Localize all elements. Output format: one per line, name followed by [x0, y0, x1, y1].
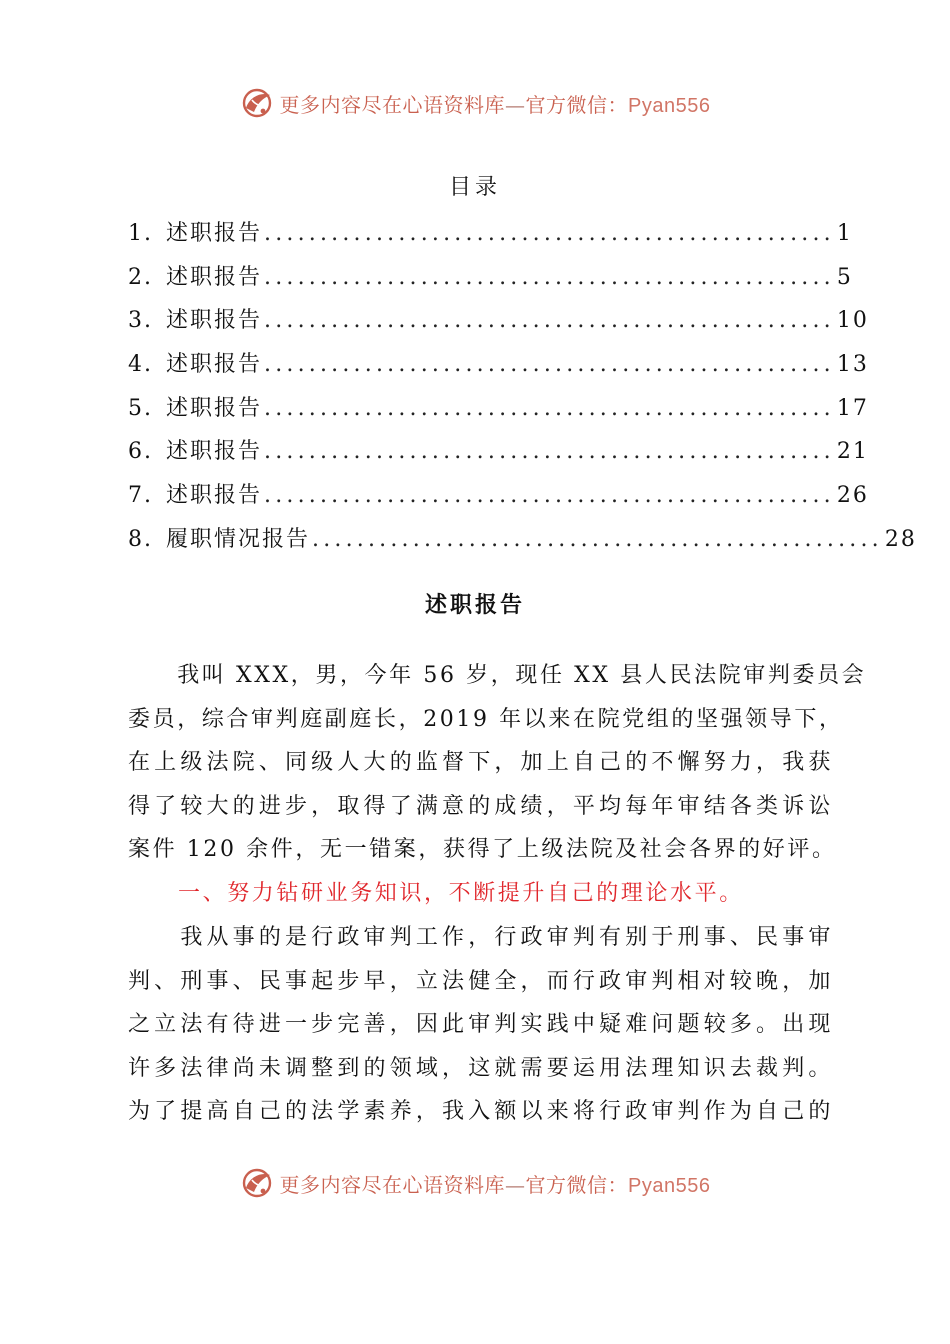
section-heading: 一、努力钻研业务知识，不断提升自己的理论水平。: [178, 881, 744, 906]
header-watermark: [0, 83, 950, 123]
toc-entry-number: 7.: [128, 483, 153, 509]
toc-entry-page: 1: [836, 221, 853, 246]
toc-title: 目录: [448, 175, 501, 200]
paragraph-line: 我从事的是行政审判工作，行政审判有别于刑事、民事审: [128, 925, 833, 950]
toc-entry-number: 3.: [128, 308, 153, 334]
toc-entry[interactable]: [128, 430, 869, 474]
toc-entry-page: 26: [836, 483, 869, 509]
toc-entry-page: 5: [836, 264, 853, 290]
paragraph-line: 得了较大的进步，取得了满意的成绩，平均每年审结各类诉讼: [128, 793, 833, 819]
paragraph-line: 我叫 XXX，男，今年 56 岁，现任 XX 县人民法院审判委员会: [128, 663, 867, 688]
body-paragraph: [128, 654, 867, 872]
toc-entry-number: 8.: [128, 526, 153, 552]
paragraph-line: 许多法律尚未调整到的领域，这就需要运用法理知识去裁判。: [128, 1055, 833, 1081]
watermark-text: 更多内容尽在心语资料库—官方微信：Pyan556: [279, 92, 711, 117]
toc-leader-dots: ...................................................: [264, 439, 835, 465]
toc-entry-label: 履职情况报告: [166, 526, 311, 552]
toc-entry-page: 10: [836, 308, 869, 334]
toc-leader-dots: ...................................................: [264, 264, 835, 290]
toc-entry-page: 13: [836, 352, 869, 378]
toc-entry-label: 述职报告: [166, 439, 263, 465]
toc-entry-label: 述职报告: [166, 221, 263, 246]
toc-entry[interactable]: [128, 474, 869, 518]
toc-entry-page: 21: [836, 439, 869, 465]
paragraph-line: 案件 120 余件，无一错案，获得了上级法院及社会各界的好评。: [128, 837, 837, 863]
paragraph-line: 委员，综合审判庭副庭长，2019 年以来在院党组的坚强领导下，: [128, 706, 844, 732]
toc-entry[interactable]: [128, 256, 853, 300]
toc-entry-label: 述职报告: [166, 264, 263, 290]
toc-entry-label: 述职报告: [166, 308, 263, 334]
footer-watermark: [0, 1163, 950, 1203]
toc-entry-label: 述职报告: [166, 395, 263, 421]
toc-leader-dots: ...................................................: [264, 352, 835, 378]
toc-leader-dots: ...................................................: [264, 221, 835, 246]
paragraph-line: 在上级法院、同级人大的监督下，加上自己的不懈努力，我获: [128, 750, 833, 776]
watermark-logo-icon: [240, 86, 274, 120]
toc-entry-label: 述职报告: [166, 483, 263, 509]
toc-leader-dots: ...................................................: [264, 483, 835, 509]
toc-entry[interactable]: [128, 387, 869, 431]
toc-entry-number: 6.: [128, 439, 153, 465]
paragraph-line: 之立法有待进一步完善，因此审判实践中疑难问题较多。出现: [128, 1012, 833, 1038]
toc-entry[interactable]: [128, 343, 869, 387]
toc-leader-dots: ...................................................: [312, 526, 883, 552]
table-of-contents: [128, 212, 917, 562]
watermark-text: 更多内容尽在心语资料库—官方微信：Pyan556: [279, 1172, 711, 1197]
toc-entry-number: 5.: [128, 395, 153, 421]
toc-leader-dots: ...................................................: [264, 308, 835, 334]
toc-entry-page: 28: [884, 526, 917, 552]
toc-entry-page: 17: [836, 395, 869, 421]
toc-entry-number: 4.: [128, 352, 153, 378]
toc-entry[interactable]: [128, 212, 853, 256]
toc-entry-number: 1.: [128, 221, 153, 246]
toc-entry[interactable]: [128, 518, 917, 562]
toc-entry[interactable]: [128, 299, 869, 343]
toc-leader-dots: ...................................................: [264, 395, 835, 421]
toc-entry-number: 2.: [128, 264, 153, 290]
toc-entry-label: 述职报告: [166, 352, 263, 378]
watermark-logo-icon: [240, 1166, 274, 1200]
paragraph-line: 为了提高自己的法学素养，我入额以来将行政审判作为自己的: [128, 1099, 833, 1125]
body-paragraph: [128, 916, 833, 1134]
paragraph-line: 判、刑事、民事起步早，立法健全，而行政审判相对较晚，加: [128, 968, 833, 994]
section-title: 述职报告: [424, 592, 525, 618]
